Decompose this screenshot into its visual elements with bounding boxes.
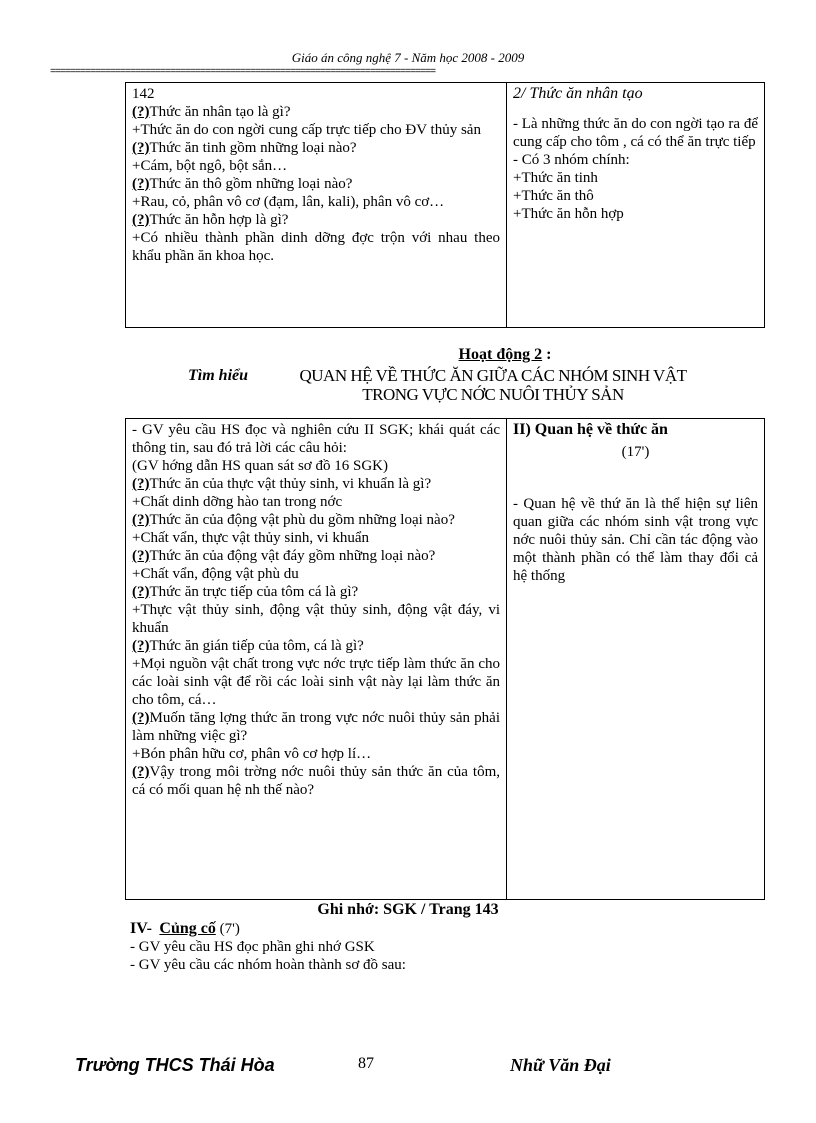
section-content: - Quan hệ về thứ ăn là thể hiện sự liên quan giữa các nhóm sinh vật trong vực nớc nuôi thủy sản. Chỉ cần tác động vào một thành phần có thể làm thay đổi cả hệ thống xyxy=(513,496,758,584)
header-divider: ============================================================================= xyxy=(50,67,436,78)
answer-line: +Cám, bột ngô, bột sắn… xyxy=(132,158,288,174)
question-marker: (?) xyxy=(132,212,150,228)
section-4-heading: Củng cố xyxy=(159,920,216,937)
question-marker: (?) xyxy=(132,710,150,726)
teacher-activity-column xyxy=(126,83,507,328)
question: (?)Thức ăn của thực vật thủy sinh, vi khuẩn là gì? xyxy=(132,476,432,492)
answer-line: +Mọi nguồn vật chất trong vực nớc trực tiếp làm thức ăn cho các loài sinh vật để rồi các loài sinh vật này lại làm thức ăn cho tôm, cá… xyxy=(132,656,500,708)
question-marker: (?) xyxy=(132,764,150,780)
question: (?)Vậy trong môi trờng nớc nuôi thủy sản thức ăn của tôm, cá có mối quan hệ nh thế nào? xyxy=(132,764,500,798)
teacher-activity-column xyxy=(126,419,507,900)
question: (?)Thức ăn nhân tạo là gì? xyxy=(132,104,291,120)
section-4: IV- Củng cố (7') - GV yêu cầu HS đọc phần ghi nhớ GSK - GV yêu cầu các nhóm hoàn thành sơ đồ sau: xyxy=(130,920,406,973)
answer-line: (GV hớng dẫn HS quan sát sơ đồ 16 SGK) xyxy=(132,458,388,474)
footer-school: Trường THCS Thái Hòa xyxy=(75,1055,275,1075)
question-marker: (?) xyxy=(132,140,150,156)
answer-line: +Chất vẩn, động vật phù du xyxy=(132,566,299,582)
question-marker: (?) xyxy=(132,512,150,528)
content-line: +Thức ăn thô xyxy=(513,188,594,204)
question: (?)Thức ăn trực tiếp của tôm cá là gì? xyxy=(132,584,359,600)
question: (?)Thức ăn hỗn hợp là gì? xyxy=(132,212,289,228)
answer-line: +Bón phân hữu cơ, phân vô cơ hợp lí… xyxy=(132,746,372,762)
note: Ghi nhớ: SGK / Trang 143 xyxy=(317,901,499,918)
question-marker: (?) xyxy=(132,548,150,564)
answer-line: +Thực vật thủy sinh, động vật thủy sinh, động vật đáy, vi khuẩn xyxy=(132,602,500,636)
lesson-table-1 xyxy=(125,82,765,328)
lesson-table-2 xyxy=(125,418,765,900)
answer-line: +Thức ăn do con ngời cung cấp trực tiếp cho ĐV thủy sản xyxy=(132,122,481,138)
content-column xyxy=(507,419,765,900)
question: (?)Thức ăn tinh gồm những loại nào? xyxy=(132,140,357,156)
topic-prefix: Tìm hiểu xyxy=(188,367,249,384)
question-marker: (?) xyxy=(132,476,150,492)
section-heading: II) Quan hệ về thức ăn xyxy=(513,421,668,438)
header-title: Giáo án công nghệ 7 - Năm học 2008 - 2009 xyxy=(291,50,525,65)
question-marker: (?) xyxy=(132,584,150,600)
content-line: - Là những thức ăn do con ngời tạo ra để cung cấp cho tôm , cá có thể ăn trực tiếp xyxy=(513,116,758,150)
question: (?)Thức ăn của động vật phù du gồm những loại nào? xyxy=(132,512,455,528)
content-line: +Thức ăn tinh xyxy=(513,170,598,186)
page-number: 87 xyxy=(358,1055,374,1072)
question: (?)Muốn tăng lợng thức ăn trong vực nớc nuôi thủy sản phải làm những việc gì? xyxy=(132,710,500,744)
question-marker: (?) xyxy=(132,638,150,654)
footer-author: Nhữ Văn Đại xyxy=(510,1055,611,1075)
question: (?)Thức ăn thô gồm những loại nào? xyxy=(132,176,353,192)
answer-line: +Rau, cỏ, phân vô cơ (đạm, lân, kali), phân vô cơ… xyxy=(132,194,445,210)
answer-line: +Có nhiều thành phần dinh dỡng đợc trộn với nhau theo khẩu phần ăn khoa học. xyxy=(132,230,500,264)
question: (?)Thức ăn của động vật đáy gồm những loại nào? xyxy=(132,548,436,564)
topic-title: QUAN HỆ VỀ THỨC ĂN GIỮA CÁC NHÓM SINH VẬT TRONG VỰC NỚC NUÔI THỦY SẢN xyxy=(299,366,687,404)
activity-title: Hoạt động 2 : xyxy=(458,346,552,363)
question-marker: (?) xyxy=(132,176,150,192)
content-line: +Thức ăn hỗn hợp xyxy=(513,206,624,222)
question: (?)Thức ăn gián tiếp của tôm, cá là gì? xyxy=(132,638,364,654)
content-line: - Có 3 nhóm chính: xyxy=(513,152,630,168)
section-4-line: - GV yêu cầu các nhóm hoàn thành sơ đồ sau: xyxy=(130,957,406,973)
question-marker: (?) xyxy=(132,104,150,120)
section-time: (17') xyxy=(621,444,650,460)
answer-line: 142 xyxy=(132,86,155,102)
content-column xyxy=(507,83,765,328)
section-4-line: - GV yêu cầu HS đọc phần ghi nhớ GSK xyxy=(130,939,375,955)
section-heading: 2/ Thức ăn nhân tạo xyxy=(513,85,643,102)
answer-line: +Chất dinh dỡng hào tan trong nớc xyxy=(132,494,343,510)
answer-line: - GV yêu cầu HS đọc và nghiên cứu II SGK; khái quát các thông tin, sau đó trả lời các câu hỏi: xyxy=(132,422,500,456)
answer-line: +Chất vẩn, thực vật thủy sinh, vi khuẩn xyxy=(132,530,369,546)
